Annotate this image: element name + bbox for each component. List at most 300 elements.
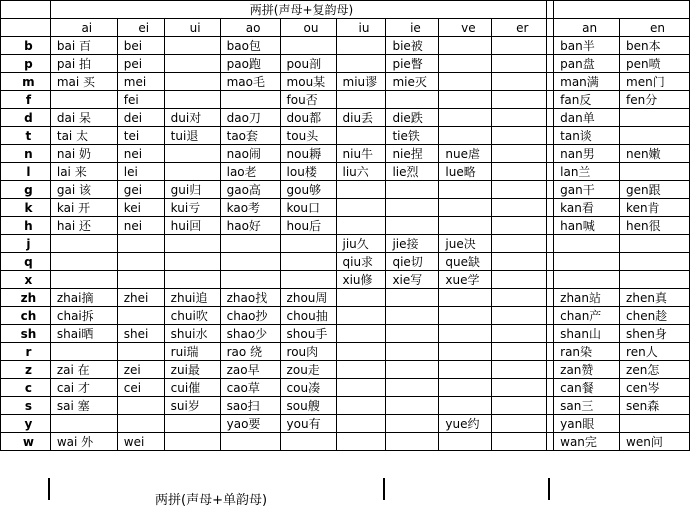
syllable-cell bbox=[492, 199, 547, 217]
syllable-cell bbox=[280, 37, 336, 55]
initial-label: n bbox=[1, 145, 51, 163]
nasal-cell: shen身 bbox=[620, 325, 690, 343]
nasal-cell bbox=[620, 109, 690, 127]
syllable-cell bbox=[492, 343, 547, 361]
syllable-cell bbox=[386, 415, 439, 433]
nasal-cell: fan反 bbox=[554, 91, 620, 109]
nasal-cell bbox=[620, 415, 690, 433]
syllable-cell bbox=[386, 433, 439, 451]
syllable-cell bbox=[492, 145, 547, 163]
syllable-cell bbox=[336, 55, 386, 73]
table-row bbox=[1, 379, 690, 397]
initial-label: m bbox=[1, 73, 51, 91]
nasal-cell: lan兰 bbox=[554, 163, 620, 181]
final-header-ai: ai bbox=[50, 19, 117, 37]
nasal-cell: chen趁 bbox=[620, 307, 690, 325]
syllable-cell: bei bbox=[117, 37, 164, 55]
syllable-cell: nei bbox=[117, 145, 164, 163]
syllable-cell: cou凑 bbox=[280, 379, 336, 397]
nasal-cell: ren人 bbox=[620, 343, 690, 361]
syllable-cell bbox=[492, 235, 547, 253]
syllable-cell bbox=[336, 361, 386, 379]
syllable-cell bbox=[50, 91, 117, 109]
syllable-cell bbox=[439, 91, 492, 109]
nasal-cell: zhen真 bbox=[620, 289, 690, 307]
syllable-cell bbox=[439, 127, 492, 145]
syllable-cell bbox=[117, 397, 164, 415]
initial-label: sh bbox=[1, 325, 51, 343]
syllable-cell: lai 来 bbox=[50, 163, 117, 181]
table-row bbox=[1, 199, 690, 217]
syllable-cell bbox=[439, 55, 492, 73]
syllable-cell bbox=[50, 415, 117, 433]
syllable-cell: zui最 bbox=[164, 361, 220, 379]
nasal-cell: cen岑 bbox=[620, 379, 690, 397]
syllable-cell: shui水 bbox=[164, 325, 220, 343]
nasal-cell: pan盘 bbox=[554, 55, 620, 73]
syllable-cell bbox=[117, 235, 164, 253]
syllable-cell bbox=[164, 253, 220, 271]
syllable-cell: tou头 bbox=[280, 127, 336, 145]
syllable-cell: zhao找 bbox=[220, 289, 280, 307]
nasal-cell: pen喷 bbox=[620, 55, 690, 73]
syllable-cell: wei bbox=[117, 433, 164, 451]
final-header-ao: ao bbox=[220, 19, 280, 37]
syllable-cell: zhui追 bbox=[164, 289, 220, 307]
syllable-cell: pao跑 bbox=[220, 55, 280, 73]
syllable-cell bbox=[492, 163, 547, 181]
syllable-cell bbox=[164, 55, 220, 73]
syllable-cell bbox=[50, 271, 117, 289]
syllable-cell bbox=[50, 235, 117, 253]
nasal-cell: san三 bbox=[554, 397, 620, 415]
syllable-cell: you有 bbox=[280, 415, 336, 433]
syllable-cell bbox=[439, 73, 492, 91]
nasal-cell: man满 bbox=[554, 73, 620, 91]
syllable-cell: sai 塞 bbox=[50, 397, 117, 415]
table-row bbox=[1, 217, 690, 235]
syllable-cell bbox=[492, 289, 547, 307]
bottom-border-left bbox=[48, 478, 50, 500]
syllable-cell: shou手 bbox=[280, 325, 336, 343]
syllable-cell: rui瑞 bbox=[164, 343, 220, 361]
syllable-cell bbox=[280, 235, 336, 253]
syllable-cell: tei bbox=[117, 127, 164, 145]
table-row bbox=[1, 91, 690, 109]
syllable-cell bbox=[164, 145, 220, 163]
syllable-cell: hou后 bbox=[280, 217, 336, 235]
syllable-cell: nue虐 bbox=[439, 145, 492, 163]
syllable-cell: liu六 bbox=[336, 163, 386, 181]
syllable-cell: mei bbox=[117, 73, 164, 91]
initial-label: t bbox=[1, 127, 51, 145]
syllable-cell bbox=[492, 55, 547, 73]
syllable-cell bbox=[386, 307, 439, 325]
nasal-cell: han喊 bbox=[554, 217, 620, 235]
syllable-cell bbox=[117, 307, 164, 325]
table-row bbox=[1, 397, 690, 415]
syllable-cell bbox=[220, 271, 280, 289]
syllable-cell bbox=[336, 91, 386, 109]
nasal-cell: can餐 bbox=[554, 379, 620, 397]
syllable-cell: wai 外 bbox=[50, 433, 117, 451]
syllable-cell: lou楼 bbox=[280, 163, 336, 181]
initial-label: h bbox=[1, 217, 51, 235]
table-row bbox=[1, 163, 690, 181]
syllable-cell bbox=[439, 397, 492, 415]
syllable-cell: nou耨 bbox=[280, 145, 336, 163]
syllable-cell bbox=[220, 91, 280, 109]
syllable-cell: mao毛 bbox=[220, 73, 280, 91]
syllable-cell bbox=[336, 325, 386, 343]
table-row bbox=[1, 181, 690, 199]
syllable-cell: jie接 bbox=[386, 235, 439, 253]
syllable-cell bbox=[386, 199, 439, 217]
syllable-cell: shei bbox=[117, 325, 164, 343]
syllable-cell: dou都 bbox=[280, 109, 336, 127]
syllable-cell: gui归 bbox=[164, 181, 220, 199]
syllable-cell bbox=[164, 73, 220, 91]
syllable-cell bbox=[336, 397, 386, 415]
initial-label: x bbox=[1, 271, 51, 289]
syllable-cell bbox=[336, 181, 386, 199]
nasal-cell: ban半 bbox=[554, 37, 620, 55]
table-row bbox=[1, 433, 690, 451]
syllable-cell bbox=[492, 181, 547, 199]
table-row bbox=[1, 127, 690, 145]
syllable-cell bbox=[164, 235, 220, 253]
syllable-cell: rao 绕 bbox=[220, 343, 280, 361]
syllable-cell bbox=[492, 415, 547, 433]
syllable-cell bbox=[50, 253, 117, 271]
syllable-cell: cao草 bbox=[220, 379, 280, 397]
syllable-cell: chui吹 bbox=[164, 307, 220, 325]
syllable-cell: yao要 bbox=[220, 415, 280, 433]
syllable-cell: bai 百 bbox=[50, 37, 117, 55]
syllable-cell bbox=[439, 37, 492, 55]
syllable-cell: tie铁 bbox=[386, 127, 439, 145]
syllable-cell: chou抽 bbox=[280, 307, 336, 325]
nasal-cell: men门 bbox=[620, 73, 690, 91]
nasal-cell bbox=[554, 271, 620, 289]
syllable-cell bbox=[439, 325, 492, 343]
syllable-cell: zei bbox=[117, 361, 164, 379]
syllable-cell: mou某 bbox=[280, 73, 336, 91]
syllable-cell bbox=[164, 415, 220, 433]
syllable-cell: nao闹 bbox=[220, 145, 280, 163]
nasal-cell bbox=[620, 253, 690, 271]
nasal-cell: zen怎 bbox=[620, 361, 690, 379]
initial-label: d bbox=[1, 109, 51, 127]
initial-label: b bbox=[1, 37, 51, 55]
syllable-cell: kei bbox=[117, 199, 164, 217]
syllable-cell bbox=[386, 289, 439, 307]
nasal-cell bbox=[554, 253, 620, 271]
syllable-cell: pie瞥 bbox=[386, 55, 439, 73]
syllable-cell bbox=[492, 217, 547, 235]
syllable-cell: gou够 bbox=[280, 181, 336, 199]
syllable-cell bbox=[439, 181, 492, 199]
final-header-ui: ui bbox=[164, 19, 220, 37]
syllable-cell: kao考 bbox=[220, 199, 280, 217]
syllable-cell: zao早 bbox=[220, 361, 280, 379]
initial-label: zh bbox=[1, 289, 51, 307]
syllable-cell bbox=[280, 433, 336, 451]
table-row bbox=[1, 271, 690, 289]
nasal-cell bbox=[620, 127, 690, 145]
table-row bbox=[1, 289, 690, 307]
syllable-cell bbox=[439, 109, 492, 127]
table-row bbox=[1, 37, 690, 55]
table-row bbox=[1, 307, 690, 325]
final-header-ou: ou bbox=[280, 19, 336, 37]
footer-title: 两拼(声母+单韵母) bbox=[155, 493, 268, 508]
syllable-cell bbox=[439, 199, 492, 217]
syllable-cell bbox=[386, 217, 439, 235]
syllable-cell: fei bbox=[117, 91, 164, 109]
syllable-cell: lao老 bbox=[220, 163, 280, 181]
nasal-cell: fen分 bbox=[620, 91, 690, 109]
syllable-cell: pai 拍 bbox=[50, 55, 117, 73]
final-header-ie: ie bbox=[386, 19, 439, 37]
syllable-cell bbox=[492, 91, 547, 109]
initial-label: l bbox=[1, 163, 51, 181]
syllable-cell: kai 开 bbox=[50, 199, 117, 217]
initial-label: s bbox=[1, 397, 51, 415]
syllable-cell bbox=[280, 271, 336, 289]
nasal-cell: dan单 bbox=[554, 109, 620, 127]
syllable-cell bbox=[386, 361, 439, 379]
syllable-cell: xue学 bbox=[439, 271, 492, 289]
syllable-cell bbox=[386, 343, 439, 361]
syllable-cell: que缺 bbox=[439, 253, 492, 271]
syllable-cell: bie被 bbox=[386, 37, 439, 55]
syllable-cell: dao刀 bbox=[220, 109, 280, 127]
syllable-cell: sao扫 bbox=[220, 397, 280, 415]
nasal-cell: zhan站 bbox=[554, 289, 620, 307]
syllable-cell bbox=[117, 343, 164, 361]
title-row bbox=[1, 1, 690, 19]
syllable-cell bbox=[492, 379, 547, 397]
syllable-cell: qie切 bbox=[386, 253, 439, 271]
nasal-cell: ben本 bbox=[620, 37, 690, 55]
nasal-cell: gen跟 bbox=[620, 181, 690, 199]
final-header-iu: iu bbox=[336, 19, 386, 37]
syllable-cell: yue约 bbox=[439, 415, 492, 433]
nasal-cell: chan产 bbox=[554, 307, 620, 325]
syllable-cell: jue决 bbox=[439, 235, 492, 253]
syllable-cell bbox=[336, 307, 386, 325]
syllable-cell: gei bbox=[117, 181, 164, 199]
syllable-cell bbox=[439, 361, 492, 379]
syllable-cell bbox=[439, 307, 492, 325]
syllable-cell: shai晒 bbox=[50, 325, 117, 343]
table-row bbox=[1, 343, 690, 361]
syllable-cell bbox=[220, 235, 280, 253]
nasal-cell: nen嫩 bbox=[620, 145, 690, 163]
syllable-cell bbox=[220, 253, 280, 271]
syllable-cell: tui退 bbox=[164, 127, 220, 145]
initial-label: y bbox=[1, 415, 51, 433]
syllable-cell bbox=[492, 397, 547, 415]
syllable-cell: zou走 bbox=[280, 361, 336, 379]
syllable-cell: hao好 bbox=[220, 217, 280, 235]
syllable-cell: mai 买 bbox=[50, 73, 117, 91]
initial-label: j bbox=[1, 235, 51, 253]
final-header-ve: ve bbox=[439, 19, 492, 37]
syllable-cell: mie灭 bbox=[386, 73, 439, 91]
nasal-cell bbox=[620, 271, 690, 289]
syllable-cell: cai 才 bbox=[50, 379, 117, 397]
syllable-cell bbox=[336, 343, 386, 361]
initial-label: z bbox=[1, 361, 51, 379]
syllable-cell: sou艘 bbox=[280, 397, 336, 415]
syllable-cell bbox=[50, 343, 117, 361]
syllable-cell: dai 呆 bbox=[50, 109, 117, 127]
syllable-cell bbox=[492, 325, 547, 343]
syllable-cell: nie捏 bbox=[386, 145, 439, 163]
nasal-cell: kan看 bbox=[554, 199, 620, 217]
syllable-cell bbox=[164, 433, 220, 451]
initial-label: g bbox=[1, 181, 51, 199]
nasal-cell: hen很 bbox=[620, 217, 690, 235]
syllable-cell: jiu久 bbox=[336, 235, 386, 253]
bottom-border-mid bbox=[383, 478, 385, 500]
syllable-cell bbox=[492, 127, 547, 145]
syllable-cell: nai 奶 bbox=[50, 145, 117, 163]
syllable-cell: zai 在 bbox=[50, 361, 117, 379]
syllable-cell: rou肉 bbox=[280, 343, 336, 361]
nasal-header-en: en bbox=[620, 19, 690, 37]
syllable-cell bbox=[439, 433, 492, 451]
bottom-border-right bbox=[548, 478, 550, 500]
syllable-cell bbox=[164, 163, 220, 181]
nasal-cell: yan眼 bbox=[554, 415, 620, 433]
syllable-cell: lue略 bbox=[439, 163, 492, 181]
syllable-cell: gao高 bbox=[220, 181, 280, 199]
syllable-cell: hui回 bbox=[164, 217, 220, 235]
syllable-cell: pei bbox=[117, 55, 164, 73]
syllable-cell bbox=[492, 109, 547, 127]
syllable-cell: zhei bbox=[117, 289, 164, 307]
nasal-cell: sen森 bbox=[620, 397, 690, 415]
syllable-cell bbox=[386, 379, 439, 397]
syllable-cell: dui对 bbox=[164, 109, 220, 127]
initial-label: p bbox=[1, 55, 51, 73]
table-row bbox=[1, 73, 690, 91]
syllable-cell: pou剖 bbox=[280, 55, 336, 73]
syllable-cell: cui催 bbox=[164, 379, 220, 397]
nasal-cell: shan山 bbox=[554, 325, 620, 343]
syllable-cell: xie写 bbox=[386, 271, 439, 289]
syllable-cell: tao套 bbox=[220, 127, 280, 145]
initial-label: q bbox=[1, 253, 51, 271]
syllable-cell: cei bbox=[117, 379, 164, 397]
syllable-cell bbox=[492, 361, 547, 379]
nasal-cell: nan男 bbox=[554, 145, 620, 163]
syllable-cell: hai 还 bbox=[50, 217, 117, 235]
nasal-cell: ken肯 bbox=[620, 199, 690, 217]
syllable-cell bbox=[492, 433, 547, 451]
syllable-cell bbox=[386, 397, 439, 415]
syllable-cell: sui岁 bbox=[164, 397, 220, 415]
header-row bbox=[1, 19, 690, 37]
syllable-cell: xiu修 bbox=[336, 271, 386, 289]
syllable-cell bbox=[439, 217, 492, 235]
syllable-cell bbox=[492, 253, 547, 271]
initial-label: ch bbox=[1, 307, 51, 325]
syllable-cell bbox=[492, 37, 547, 55]
nasal-header-an: an bbox=[554, 19, 620, 37]
syllable-cell bbox=[336, 199, 386, 217]
syllable-cell bbox=[336, 217, 386, 235]
syllable-cell: die跌 bbox=[386, 109, 439, 127]
table-row bbox=[1, 361, 690, 379]
nasal-cell: tan谈 bbox=[554, 127, 620, 145]
syllable-cell: tai 太 bbox=[50, 127, 117, 145]
syllable-cell bbox=[117, 271, 164, 289]
syllable-cell: qiu求 bbox=[336, 253, 386, 271]
syllable-cell: gai 该 bbox=[50, 181, 117, 199]
final-header-er: er bbox=[492, 19, 547, 37]
syllable-cell: nei bbox=[117, 217, 164, 235]
syllable-cell bbox=[492, 73, 547, 91]
syllable-cell: zhai摘 bbox=[50, 289, 117, 307]
nasal-cell bbox=[620, 235, 690, 253]
syllable-cell: niu牛 bbox=[336, 145, 386, 163]
table-row bbox=[1, 325, 690, 343]
syllable-cell: chai拆 bbox=[50, 307, 117, 325]
syllable-cell bbox=[280, 253, 336, 271]
initial-label: f bbox=[1, 91, 51, 109]
initial-label: k bbox=[1, 199, 51, 217]
syllable-cell: lei bbox=[117, 163, 164, 181]
syllable-cell bbox=[220, 433, 280, 451]
syllable-cell: lie烈 bbox=[386, 163, 439, 181]
syllable-cell bbox=[386, 91, 439, 109]
syllable-cell bbox=[439, 289, 492, 307]
syllable-cell bbox=[336, 37, 386, 55]
syllable-cell bbox=[336, 127, 386, 145]
nasal-cell: ran染 bbox=[554, 343, 620, 361]
nasal-cell: gan干 bbox=[554, 181, 620, 199]
table-row bbox=[1, 55, 690, 73]
syllable-cell: zhou周 bbox=[280, 289, 336, 307]
syllable-cell bbox=[386, 181, 439, 199]
final-header-ei: ei bbox=[117, 19, 164, 37]
table-row bbox=[1, 415, 690, 433]
syllable-cell bbox=[336, 433, 386, 451]
table-row bbox=[1, 145, 690, 163]
syllable-cell: kou口 bbox=[280, 199, 336, 217]
initial-label: c bbox=[1, 379, 51, 397]
syllable-cell bbox=[336, 289, 386, 307]
syllable-cell bbox=[117, 415, 164, 433]
table-row bbox=[1, 253, 690, 271]
syllable-cell bbox=[492, 271, 547, 289]
table-row bbox=[1, 109, 690, 127]
syllable-cell: diu丢 bbox=[336, 109, 386, 127]
nasal-cell: wen问 bbox=[620, 433, 690, 451]
syllable-cell: kui亏 bbox=[164, 199, 220, 217]
initial-label: w bbox=[1, 433, 51, 451]
syllable-cell bbox=[164, 271, 220, 289]
syllable-cell: dei bbox=[117, 109, 164, 127]
nasal-cell: zan赞 bbox=[554, 361, 620, 379]
syllable-cell: chao抄 bbox=[220, 307, 280, 325]
syllable-cell: miu谬 bbox=[336, 73, 386, 91]
syllable-cell bbox=[336, 415, 386, 433]
